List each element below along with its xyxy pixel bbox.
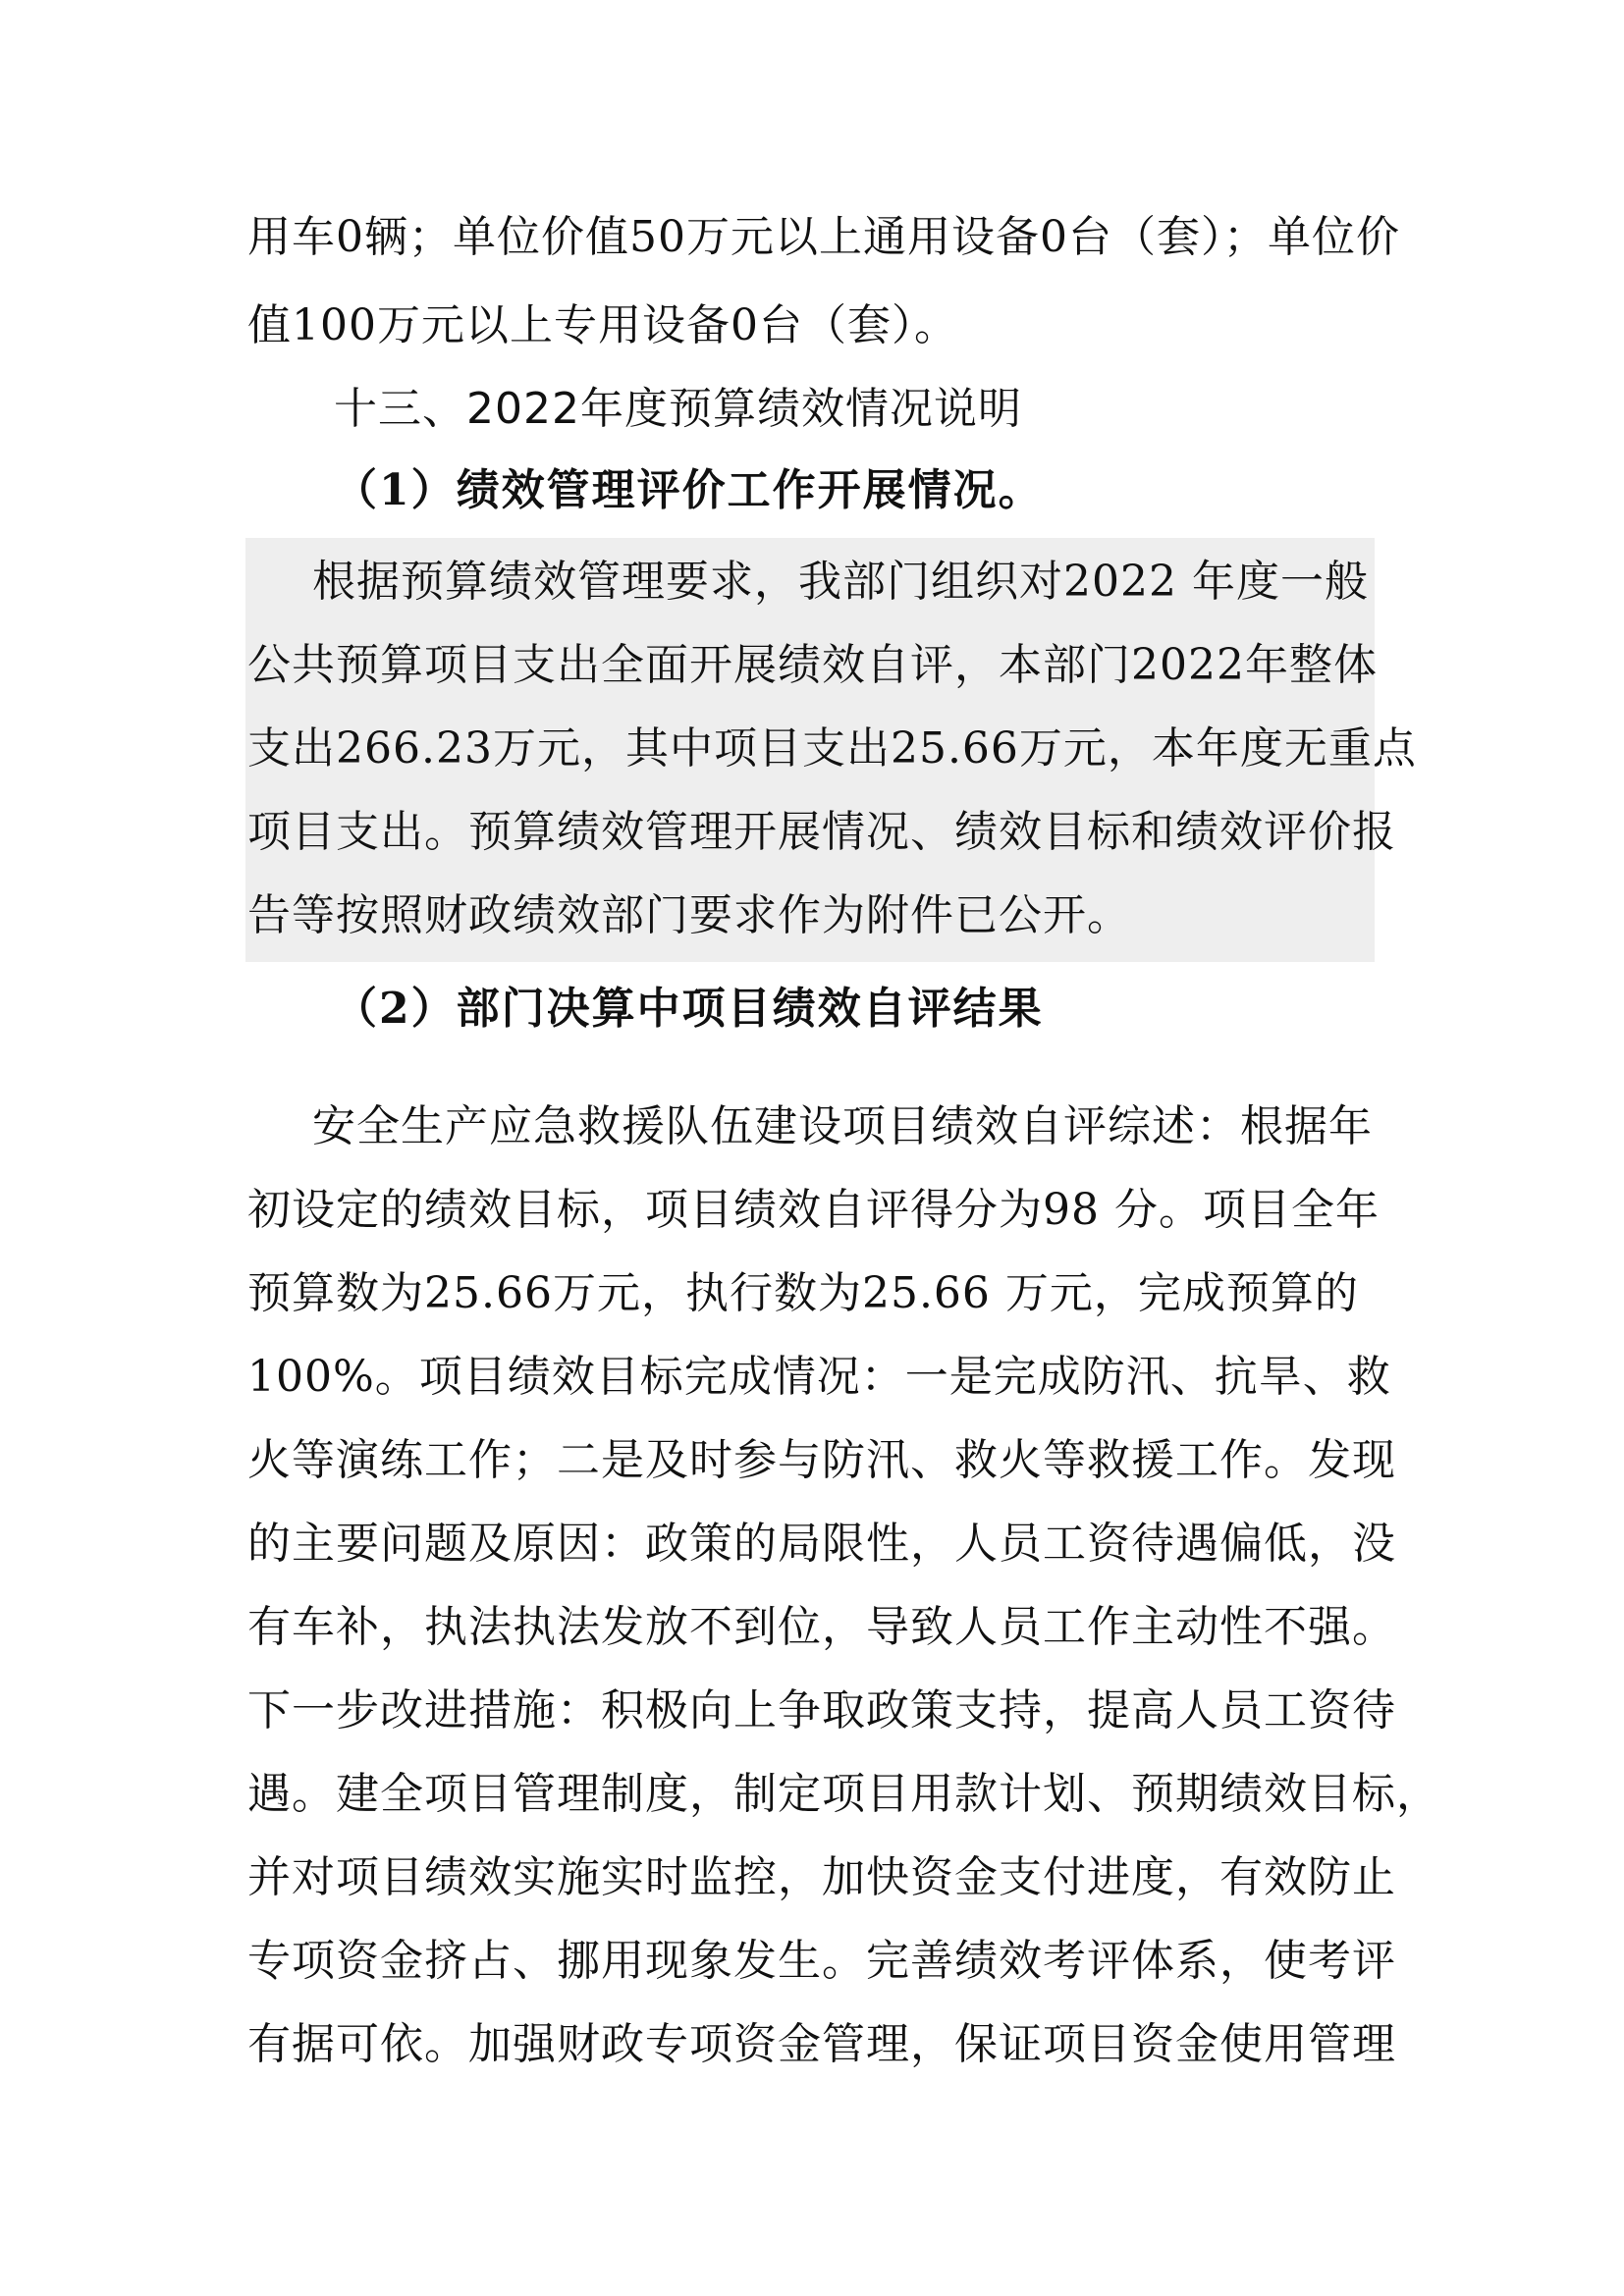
sub2-line-3: 预算数为25.66万元，执行数为25.66 万元，完成预算的 [247,1268,1359,1318]
sub1-line-2: 公共预算项目支出全面开展绩效自评，本部门2022年整体 [247,640,1378,690]
sub2-line-5: 火等演练工作；二是及时参与防汛、救火等救援工作。发现 [247,1435,1396,1485]
sub2-line-7: 有车补，执法执法发放不到位，导致人员工作主动性不强。 [247,1602,1396,1652]
section-13-heading: 十三、2022年度预算绩效情况说明 [334,384,1022,434]
sub2-line-6: 的主要问题及原因：政策的局限性，人员工资待遇偏低，没 [247,1519,1396,1569]
sub2-line-1: 安全生产应急救援队伍建设项目绩效自评综述：根据年 [312,1101,1373,1151]
sub2-line-10: 并对项目绩效实施实时监控，加快资金支付进度，有效防止 [247,1852,1396,1902]
sub2-line-8: 下一步改进措施：积极向上争取政策支持，提高人员工资待 [247,1685,1396,1735]
continuation-line-2: 值100万元以上专用设备0台（套）。 [247,300,958,350]
sub1-line-5: 告等按照财政绩效部门要求作为附件已公开。 [247,890,1131,940]
sub1-line-3: 支出266.23万元，其中项目支出25.66万元，本年度无重点 [247,723,1417,774]
sub1-line-4: 项目支出。预算绩效管理开展情况、绩效目标和绩效评价报 [247,807,1396,857]
sub2-line-12: 有据可依。加强财政专项资金管理，保证项目资金使用管理 [247,2019,1396,2069]
sub2-line-4: 100%。项目绩效目标完成情况：一是完成防汛、抗旱、救 [247,1352,1391,1402]
continuation-line-1: 用车0辆；单位价值50万元以上通用设备0台（套）；单位价 [247,212,1400,262]
sub2-line-9: 遇。建全项目管理制度，制定项目用款计划、预期绩效目标， [247,1769,1440,1819]
sub2-line-11: 专项资金挤占、挪用现象发生。完善绩效考评体系，使考评 [247,1936,1396,1986]
subsection-1-heading: （1）绩效管理评价工作开展情况。 [334,465,1044,515]
sub2-line-2: 初设定的绩效目标，项目绩效自评得分为98 分。项目全年 [247,1185,1380,1235]
subsection-2-heading: （2）部门决算中项目绩效自评结果 [334,984,1044,1034]
sub1-line-1: 根据预算绩效管理要求，我部门组织对2022 年度一般 [312,557,1369,607]
